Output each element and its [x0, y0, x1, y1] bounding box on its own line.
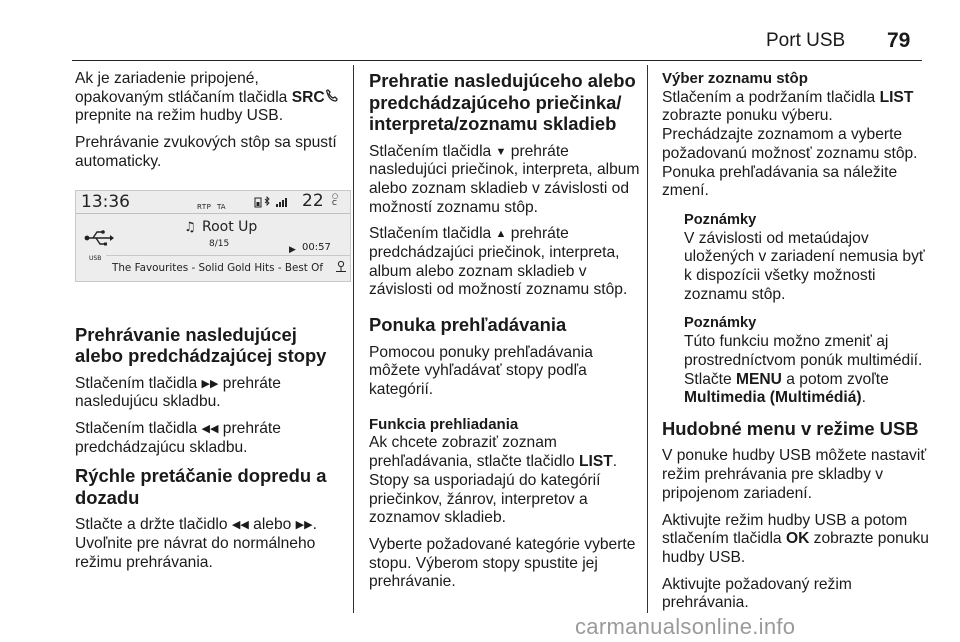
column-1	[75, 70, 347, 580]
next-track-paragraph	[75, 375, 347, 412]
autoplay-paragraph: Prehrávanie zvukových stôp sa spustí automaticky.	[75, 134, 337, 170]
radio-display-image	[75, 190, 351, 282]
display-ta: TA	[217, 202, 226, 211]
note-1-text: V závislosti od metaúdajov uložených v zariadení nemusia byť k dispozícii všetky možnosti zoznamu stôp.	[684, 229, 925, 303]
prev-text: Stlačením tlačidla	[75, 419, 202, 437]
ff-text-mid: alebo	[248, 516, 296, 534]
music-paragraph-2	[662, 512, 932, 568]
display-track-count: 8/15	[209, 238, 230, 249]
section-title: Port USB	[766, 30, 846, 51]
folder-prev-paragraph	[369, 225, 641, 300]
rewind-icon: ◀◀	[201, 422, 219, 435]
arrow-down-icon: ▼	[495, 145, 507, 158]
play-icon: ▶	[289, 244, 296, 255]
note-2-text	[684, 333, 932, 408]
heading-folder: Prehratie nasledujúceho alebo predchádzajúceho priečinka/ interpreta/zoznamu skladieb	[369, 70, 636, 134]
column-divider-1	[353, 65, 354, 613]
phone-icon	[325, 89, 339, 106]
folder-next-paragraph	[369, 143, 641, 218]
heading-usb-music-menu: Hudobné menu v režime USB	[662, 417, 919, 439]
prev-track-paragraph	[75, 420, 347, 457]
fast-forward-icon: ▶▶	[295, 519, 313, 532]
display-divider	[76, 213, 350, 214]
prev-text-2: prehráte predchádzajúcu skladbu.	[75, 419, 281, 456]
header-rule	[72, 60, 922, 61]
heading-browse-menu: Ponuka prehľadávania	[369, 314, 567, 336]
next-text: Stlačením tlačidla	[75, 374, 202, 392]
browse-function-paragraph	[369, 434, 641, 528]
usb-icon	[84, 229, 114, 247]
ok-key: OK	[785, 530, 810, 548]
intro-text-2: prepnite na režim hudby USB.	[75, 107, 284, 125]
music-text: Aktivujte režim hudby USB a potom stlačením tlačidla	[662, 511, 908, 548]
track-list-paragraph	[662, 89, 932, 126]
heading-fast-forward: Rýchle pretáčanie dopredu a dozadu	[75, 465, 327, 508]
browse-paragraph: Pomocou ponuky prehľadávania môžete vyhľadávať stopy podľa kategórií.	[369, 343, 593, 399]
folder-next-text: Stlačením tlačidla	[369, 142, 496, 160]
multimedia-key: Multimedia (Multimédiá)	[684, 389, 862, 407]
display-divider-2	[106, 255, 350, 256]
folder-next-text-2: prehráte nasledujúci priečinok, interpreta, album alebo zoznam skladieb v závislosti od možností zoznamu stôp.	[369, 142, 640, 216]
ff-text: Stlačte a držte tlačidlo	[75, 516, 232, 534]
fast-forward-icon: ▶▶	[201, 377, 219, 390]
music-paragraph-3: Aktivujte požadovaný režim prehrávania.	[662, 575, 852, 612]
arrow-up-icon: ▲	[495, 228, 507, 241]
celsius-sign: C	[332, 198, 337, 207]
note-1	[684, 211, 932, 305]
heading-browse-function: Funkcia prehliadania	[369, 415, 519, 433]
display-elapsed-time: 00:57	[302, 241, 331, 253]
rewind-icon: ◀◀	[231, 519, 249, 532]
list-text-2: zobrazte ponuku výberu.	[662, 107, 833, 125]
music-note-icon: ♫	[184, 219, 196, 235]
display-usb-label: USB	[89, 254, 102, 262]
folder-prev-text-2: prehráte predchádzajúci priečinok, interpreta, album alebo zoznam skladieb v závislosti od možností zoznamu stôp.	[369, 225, 628, 299]
intro-paragraph	[75, 70, 347, 126]
column-3	[662, 70, 932, 621]
degree-sign: ○	[332, 191, 339, 200]
status-icons	[254, 196, 294, 208]
display-rtp: RTP	[197, 202, 212, 211]
note-1-title: Poznámky	[684, 211, 757, 228]
track-list-paragraph-2: Prechádzajte zoznamom a vyberte požadovanú možnosť zoznamu stôp. Ponuka prehľadávania sa náležite zmení.	[662, 126, 918, 200]
music-text-2: zobrazte ponuku hudby USB.	[662, 530, 929, 566]
display-album-info: The Favourites - Solid Gold Hits - Best Of	[112, 261, 324, 274]
page-header	[0, 30, 960, 62]
column-2	[369, 70, 641, 600]
ff-text-2: . Uvoľnite pre návrat do normálneho režimu prehrávania.	[75, 516, 317, 571]
intro-text: Ak je zariadenie pripojené, opakovaným stláčaním tlačidla	[75, 70, 292, 106]
func-text: Ak chcete zobraziť zoznam prehľadávania, stlačte tlačidlo	[369, 434, 579, 471]
list-key: LIST	[579, 453, 613, 471]
fast-forward-paragraph	[75, 516, 347, 572]
display-track-title: Root Up	[202, 218, 258, 235]
folder-prev-text: Stlačením tlačidla	[369, 225, 496, 243]
select-paragraph: Vyberte požadované kategórie vyberte stopu. Výberom stopy spustite jej prehrávanie.	[369, 535, 636, 591]
func-text-2: . Stopy sa usporiadajú do kategórií priečinkov, žánrov, interpretov a zoznamov skladieb.	[369, 453, 618, 527]
page-number: 79	[887, 29, 911, 52]
note-2	[684, 314, 932, 408]
list-key: LIST	[879, 88, 914, 106]
heading-next-prev-track: Prehrávanie nasledujúcej alebo predchádzajúcej stopy	[75, 323, 327, 367]
note-2-title: Poznámky	[684, 315, 757, 332]
note-2-text-b: a potom zvoľte	[781, 370, 889, 388]
src-key: SRC	[291, 88, 325, 106]
note-2-text-a: Túto funkciu možno zmeniť aj prostredníctvom ponúk multimédií. Stlačte	[684, 333, 923, 388]
watermark: carmanualsonline.info	[575, 614, 796, 639]
column-divider-2	[647, 65, 648, 613]
display-temperature: 22	[302, 190, 324, 211]
menu-key: MENU	[736, 370, 782, 388]
note-2-text-c: .	[861, 389, 866, 407]
person-icon	[335, 260, 347, 272]
display-clock: 13:36	[81, 191, 130, 212]
display-temp-unit	[332, 193, 338, 207]
list-text: Stlačením a podržaním tlačidla	[662, 88, 880, 106]
music-paragraph-1: V ponuke hudby USB môžete nastaviť režim prehrávania pre skladby v pripojenom zariadení.	[662, 447, 927, 502]
next-text-2: prehráte nasledujúcu skladbu.	[75, 374, 281, 411]
heading-track-list: Výber zoznamu stôp	[662, 70, 808, 87]
